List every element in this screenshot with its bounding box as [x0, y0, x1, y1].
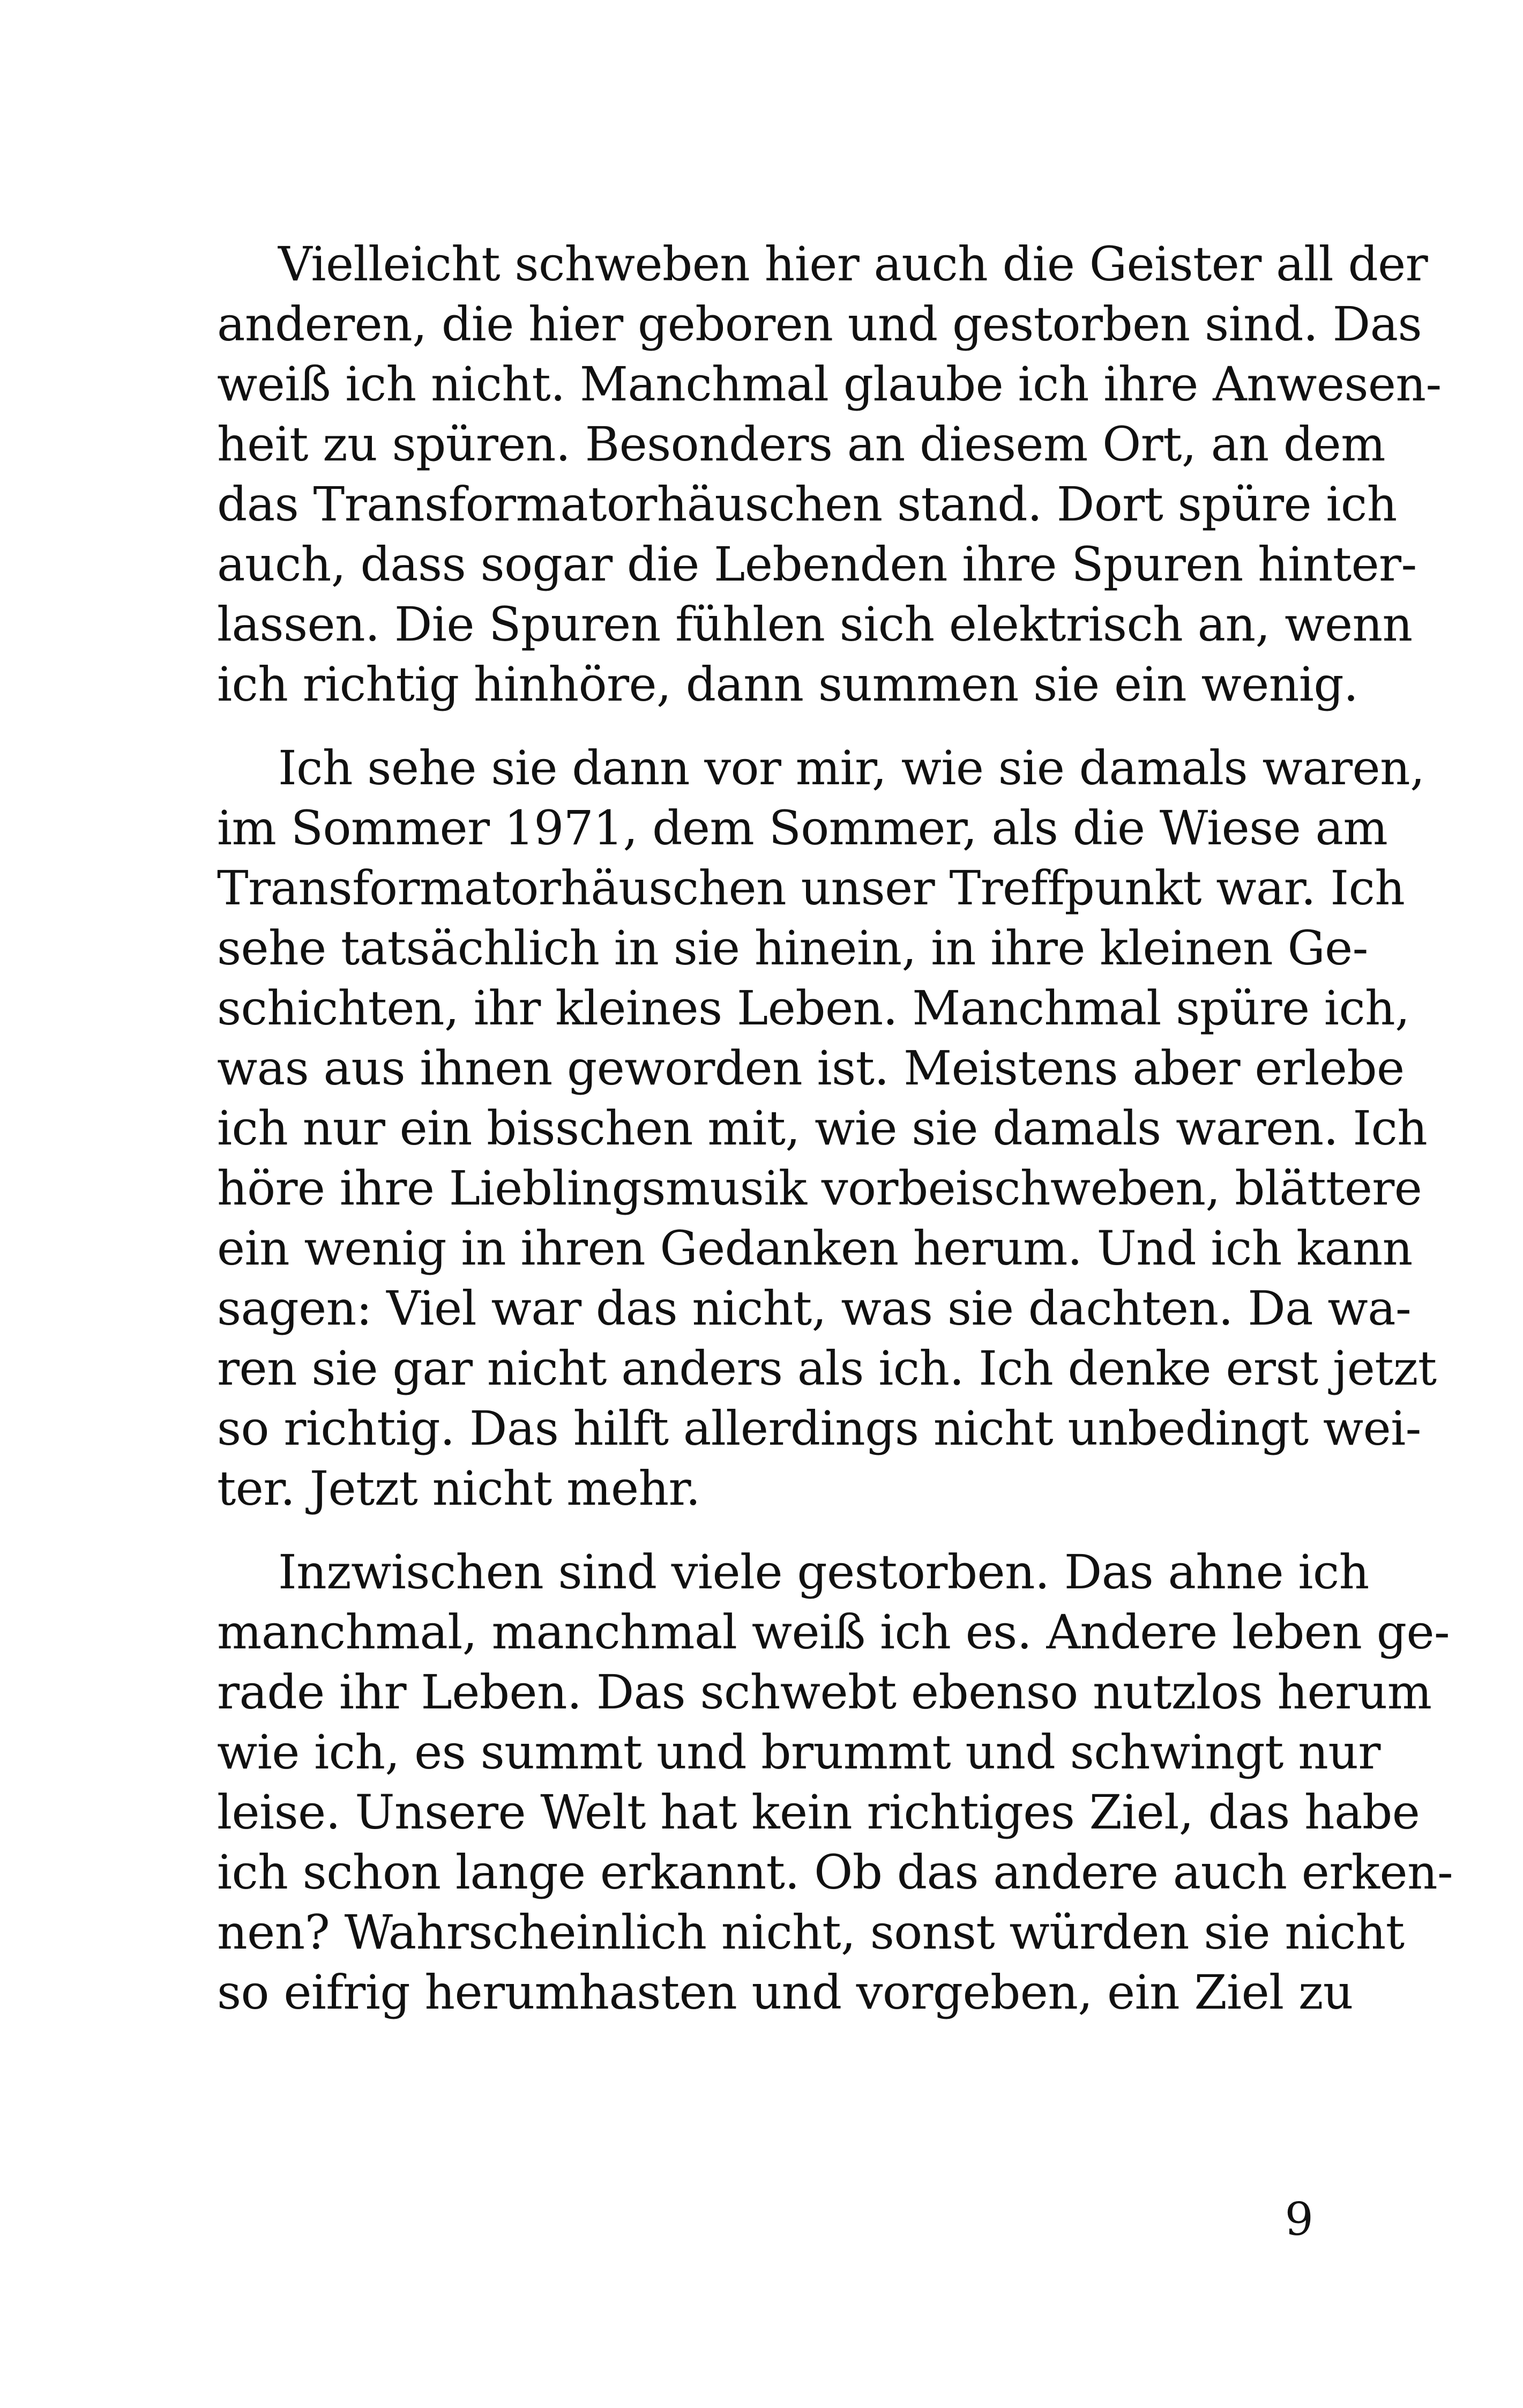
text-line: ein wenig in ihren Gedanken herum. Und ich kann [217, 1221, 1413, 1276]
text-line: sagen: Viel war das nicht, was sie dachten. Da wa- [217, 1281, 1412, 1336]
text-line: so richtig. Das hilft allerdings nicht unbedingt wei- [217, 1401, 1421, 1456]
text-line: rade ihr Leben. Das schwebt ebenso nutzlos herum [217, 1664, 1432, 1720]
text-line: Ich sehe sie dann vor mir, wie sie damals waren, [278, 740, 1425, 796]
text-line: höre ihre Lieblingsmusik vorbeischweben, blättere [217, 1161, 1422, 1216]
text-line: Vielleicht schweben hier auch die Geister all der [278, 236, 1428, 292]
paragraph-1 [217, 234, 1442, 715]
text-line: lassen. Die Spuren fühlen sich elektrisch an, wenn [217, 597, 1413, 652]
text-line: Inzwischen sind viele gestorben. Das ahne ich [278, 1544, 1369, 1600]
text-line: schichten, ihr kleines Leben. Manchmal spüre ich, [217, 980, 1410, 1036]
text-line: ren sie gar nicht anders als ich. Ich denke erst jetzt [217, 1341, 1437, 1396]
text-line: ich nur ein bisschen mit, wie sie damals waren. Ich [217, 1101, 1428, 1156]
body-text [217, 234, 1453, 2046]
text-line: weiß ich nicht. Manchmal glaube ich ihre Anwesen- [217, 356, 1442, 412]
text-line: ich richtig hinhöre, dann summen sie ein wenig. [217, 657, 1358, 712]
text-line: was aus ihnen geworden ist. Meistens aber erlebe [217, 1041, 1405, 1096]
text-line: das Transformatorhäuschen stand. Dort spüre ich [217, 477, 1397, 532]
text-line: ter. Jetzt nicht mehr. [217, 1461, 700, 1516]
text-line: anderen, die hier geboren und gestorben sind. Das [217, 296, 1422, 352]
text-line: leise. Unsere Welt hat kein richtiges Ziel, das habe [217, 1785, 1420, 1840]
page-number: 9 [1285, 2193, 1313, 2246]
text-line: nen? Wahrscheinlich nicht, sonst würden sie nicht [217, 1905, 1405, 1960]
text-line: sehe tatsächlich in sie hinein, in ihre kleinen Ge- [217, 920, 1368, 976]
text-line: auch, dass sogar die Lebenden ihre Spuren hinter- [217, 537, 1417, 592]
text-line: ich schon lange erkannt. Ob das andere auch erken- [217, 1845, 1453, 1900]
text-line: so eifrig herumhasten und vorgeben, ein Ziel zu [217, 1965, 1353, 2020]
text-line: im Sommer 1971, dem Sommer, als die Wiese am [217, 800, 1388, 856]
paragraph-3 [217, 1542, 1453, 2023]
text-line: Transformatorhäuschen unser Treffpunkt war. Ich [217, 860, 1405, 916]
paragraph-2 [217, 738, 1437, 1519]
text-line: manchmal, manchmal weiß ich es. Andere leben ge- [217, 1604, 1450, 1660]
text-line: heit zu spüren. Besonders an diesem Ort, an dem [217, 417, 1385, 472]
text-line: wie ich, es summt und brummt und schwingt nur [217, 1725, 1380, 1780]
